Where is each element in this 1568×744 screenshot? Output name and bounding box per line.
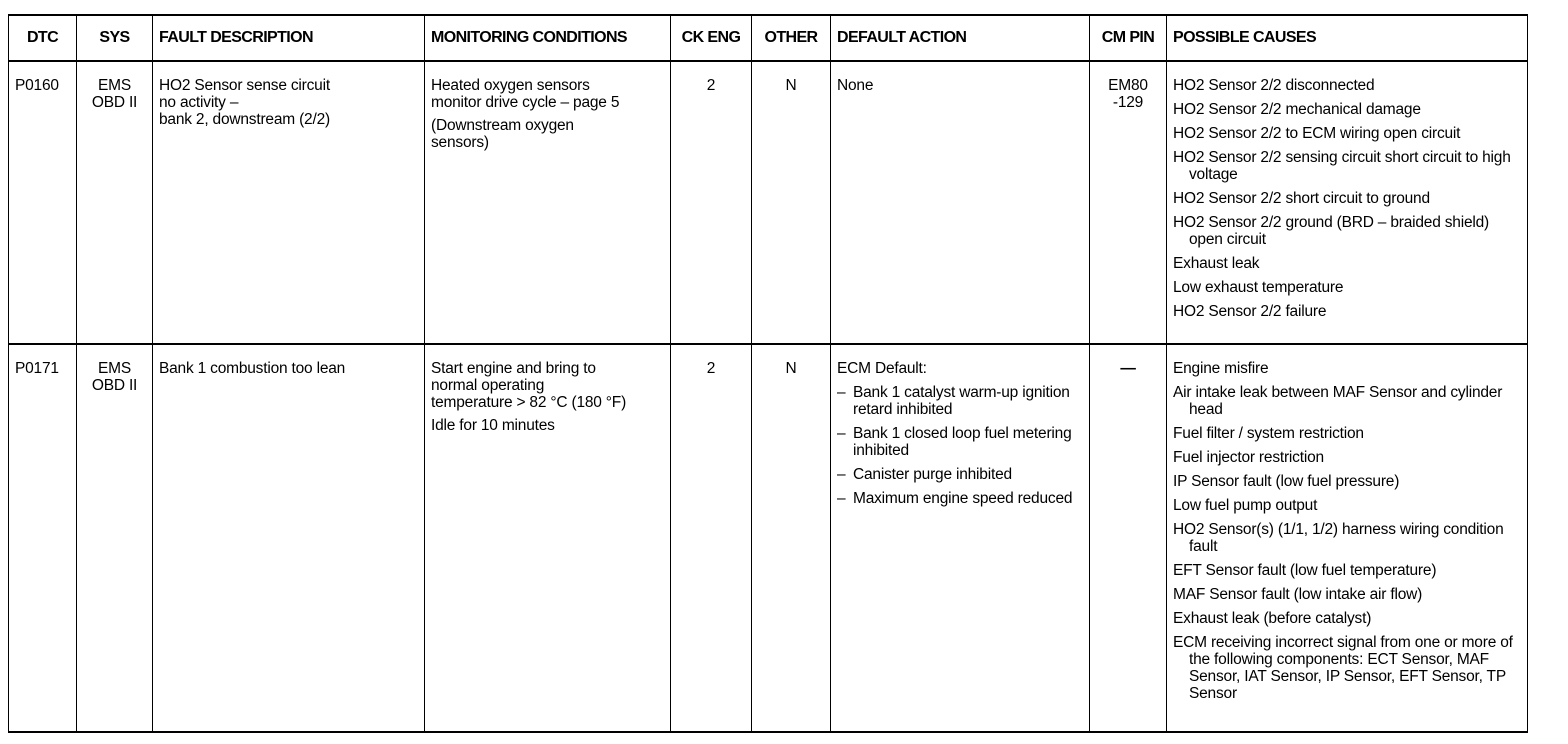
cause-item: HO2 Sensor 2/2 disconnected [1173, 77, 1375, 94]
possible-causes-cell [1167, 61, 1528, 344]
sys-line: EMS [98, 77, 131, 94]
monitoring-line: (Downstream oxygen [431, 117, 574, 134]
header-monitoring-conditions: MONITORING CONDITIONS [425, 15, 671, 61]
cause-item: HO2 Sensor 2/2 ground (BRD – braided shield) open circuit [1173, 214, 1490, 248]
sys-cell [77, 344, 153, 732]
cause-item: HO2 Sensor(s) (1/1, 1/2) harness wiring condition fault [1173, 521, 1504, 555]
cause-item: Low exhaust temperature [1173, 279, 1344, 296]
other-cell: N [752, 61, 831, 344]
header-default-action: DEFAULT ACTION [831, 15, 1090, 61]
table-row [9, 61, 1528, 344]
cause-item: ECM receiving incorrect signal from one or more of the following components: ECT Sensor, MAF Sensor, IAT Sensor, IP Sensor, EFT Sensor, TP Sensor [1173, 634, 1513, 702]
monitoring-line: sensors) [431, 134, 489, 151]
cm-pin-line: EM80 [1108, 77, 1148, 94]
fault-line: no activity – [159, 94, 239, 111]
table-row [9, 344, 1528, 732]
cause-item: HO2 Sensor 2/2 sensing circuit short circuit to high voltage [1173, 149, 1511, 183]
monitoring-line: Idle for 10 minutes [431, 417, 555, 434]
default-action-item [837, 384, 1083, 418]
cause-item: Engine misfire [1173, 360, 1269, 377]
header-cm-pin: CM PIN [1090, 15, 1167, 61]
header-row [9, 15, 1528, 61]
monitoring-line: Heated oxygen sensors [431, 77, 590, 94]
cause-item: MAF Sensor fault (low intake air flow) [1173, 586, 1423, 603]
other-cell: N [752, 344, 831, 732]
sys-line: EMS [98, 360, 131, 377]
monitoring-conditions-cell [425, 61, 671, 344]
cm-pin-cell [1090, 61, 1167, 344]
cause-item: HO2 Sensor 2/2 to ECM wiring open circuit [1173, 125, 1461, 142]
dash-bullet-icon: – [837, 425, 846, 442]
cause-item: Low fuel pump output [1173, 497, 1318, 514]
dtc-table [8, 14, 1528, 733]
sys-line: OBD II [91, 94, 138, 111]
sys-line: OBD II [91, 377, 138, 394]
dtc-code-cell [9, 61, 77, 344]
header-other: OTHER [752, 15, 831, 61]
cause-item: Fuel filter / system restriction [1173, 425, 1364, 442]
cause-item: HO2 Sensor 2/2 failure [1173, 303, 1327, 320]
cm-pin-cell [1090, 344, 1167, 732]
header-possible-causes: POSSIBLE CAUSES [1167, 15, 1528, 61]
possible-causes-cell [1167, 344, 1528, 732]
monitoring-line: temperature > 82 °C (180 °F) [431, 394, 627, 411]
cause-item: Exhaust leak [1173, 255, 1260, 272]
fault-line: bank 2, downstream (2/2) [159, 111, 330, 128]
cause-item: Air intake leak between MAF Sensor and cylinder head [1173, 384, 1503, 418]
header-dtc: DTC [9, 15, 77, 61]
cause-item: Exhaust leak (before catalyst) [1173, 610, 1372, 627]
cause-item: IP Sensor fault (low fuel pressure) [1173, 473, 1400, 490]
monitoring-line: monitor drive cycle – page 5 [431, 94, 620, 111]
ck-eng-cell: 2 [671, 344, 752, 732]
dtc-table-page [8, 14, 1528, 733]
cause-item: HO2 Sensor 2/2 mechanical damage [1173, 101, 1421, 118]
default-action-item [837, 466, 1083, 483]
monitoring-conditions-cell [425, 344, 671, 732]
default-action-text: Maximum engine speed reduced [853, 490, 1073, 507]
cause-item: HO2 Sensor 2/2 short circuit to ground [1173, 190, 1430, 207]
header-fault-description: FAULT DESCRIPTION [153, 15, 425, 61]
cm-pin-line: — [1120, 360, 1136, 377]
default-action-heading: ECM Default: [837, 360, 927, 377]
dtc-code: P0160 [15, 77, 59, 94]
dtc-code-cell [9, 344, 77, 732]
dash-bullet-icon: – [837, 490, 846, 507]
default-action-text: Canister purge inhibited [853, 466, 1012, 483]
default-action-cell [831, 344, 1090, 732]
default-action-item [837, 425, 1083, 459]
header-sys: SYS [77, 15, 153, 61]
default-action-item [837, 490, 1083, 507]
header-ck-eng: CK ENG [671, 15, 752, 61]
fault-description-cell [153, 61, 425, 344]
dash-bullet-icon: – [837, 384, 846, 401]
fault-line: HO2 Sensor sense circuit [159, 77, 330, 94]
monitoring-line: normal operating [431, 377, 545, 394]
cm-pin-line: -129 [1112, 94, 1144, 111]
default-action-text: Bank 1 closed loop fuel metering inhibited [853, 425, 1072, 459]
dash-bullet-icon: – [837, 466, 846, 483]
cause-item: EFT Sensor fault (low fuel temperature) [1173, 562, 1437, 579]
monitoring-line: Start engine and bring to [431, 360, 596, 377]
default-action-cell: None [831, 61, 1090, 344]
ck-eng-cell: 2 [671, 61, 752, 344]
sys-cell [77, 61, 153, 344]
fault-line: Bank 1 combustion too lean [159, 360, 346, 377]
cause-item: Fuel injector restriction [1173, 449, 1324, 466]
dtc-code: P0171 [15, 360, 59, 377]
default-action-text: Bank 1 catalyst warm-up ignition retard inhibited [853, 384, 1070, 418]
fault-description-cell [153, 344, 425, 732]
